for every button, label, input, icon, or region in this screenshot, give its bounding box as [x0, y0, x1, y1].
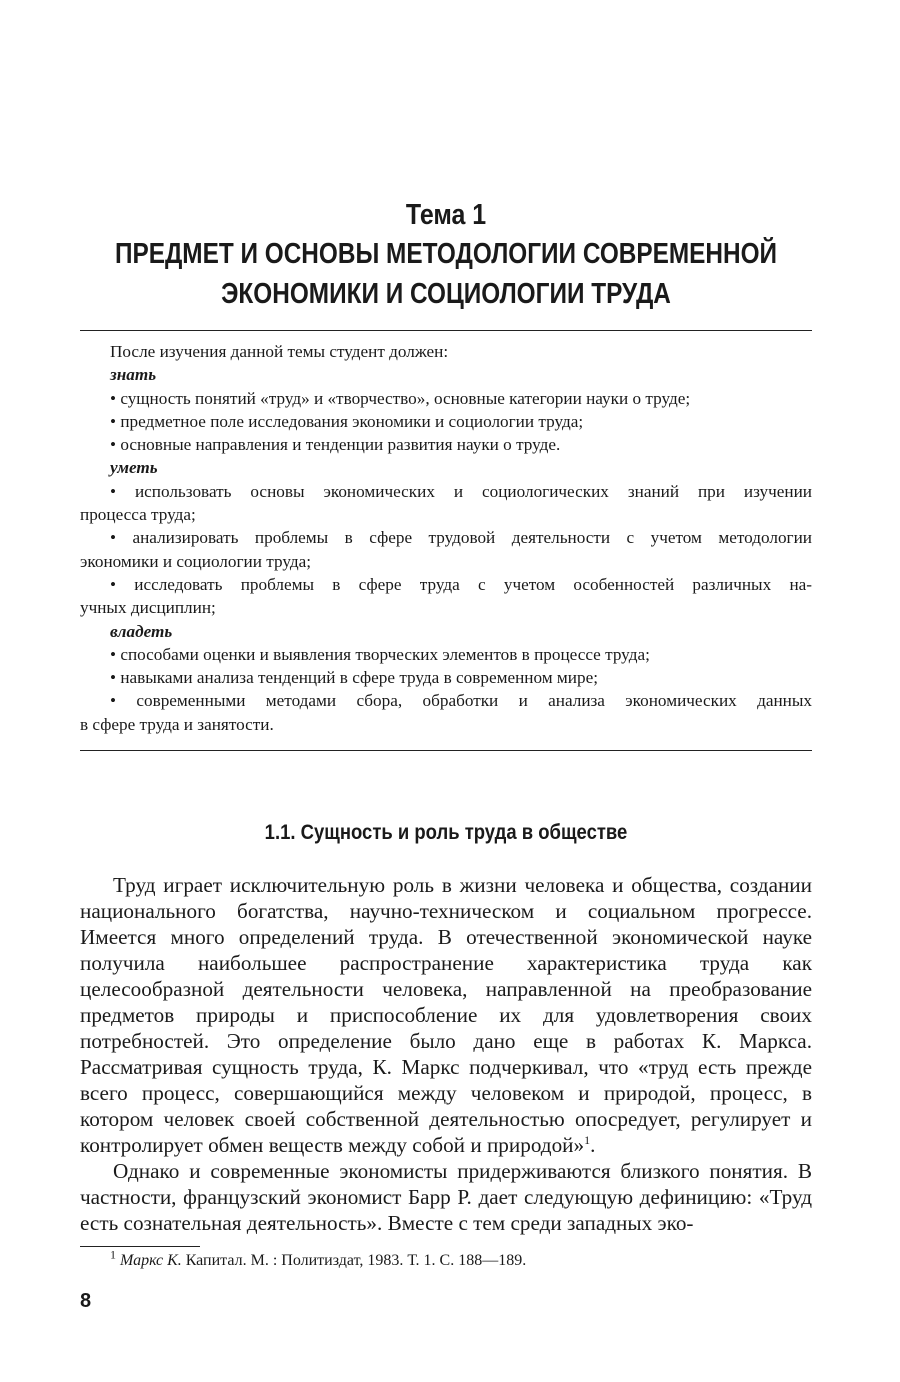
body-paragraph: Однако и современные экономисты придерживаются близкого понятия. В частности, французский экономист Барр Р. дает следующую дефиницию: «Труд есть сознательная деятельность». Вместе с тем среди западных эко- — [80, 1159, 812, 1235]
footnote-reference[interactable]: 1 — [584, 1132, 591, 1147]
footnote-rule — [80, 1246, 200, 1247]
chapter-title-line: ЭКОНОМИКИ И СОЦИОЛОГИИ ТРУДА — [221, 278, 671, 310]
list-item-line: экономики и социологии труда; — [80, 551, 311, 571]
list-item-line: в сфере труда и занятости. — [80, 714, 274, 734]
objectives-intro: После изучения данной темы студент должен: — [110, 342, 449, 361]
list-item-line: • использовать основы экономических и социологических знаний при изучении — [110, 481, 812, 501]
list-item: • основные направления и тенденции развития науки о труде. — [110, 435, 561, 455]
chapter-title-line: ПРЕДМЕТ И ОСНОВЫ МЕТОДОЛОГИИ СОВРЕМЕННОЙ — [114, 238, 778, 270]
section-body — [80, 872, 812, 1236]
objectives-bottom-rule — [80, 750, 812, 751]
learning-objectives — [80, 340, 812, 736]
paragraph-end: . — [590, 1133, 596, 1157]
list-item — [80, 573, 812, 620]
objectives-can-heading: уметь — [110, 458, 158, 478]
objectives-know-heading: знать — [110, 365, 157, 385]
list-item: • предметное поле исследования экономики и социологии труда; — [110, 411, 584, 431]
list-item: • сущность понятий «труд» и «творчество», основные категории науки о труде; — [110, 388, 691, 408]
footnote-mark: 1 — [110, 1247, 116, 1262]
list-item: • навыками анализа тенденций в сфере труда в современном мире; — [110, 668, 598, 688]
footnote — [110, 1247, 527, 1272]
chapter-title — [105, 234, 787, 314]
section-title: 1.1. Сущность и роль труда в обществе — [264, 821, 628, 844]
page-number: 8 — [80, 1290, 92, 1312]
objectives-top-rule — [80, 330, 812, 331]
list-item-line: • исследовать проблемы в сфере труда с учетом особенностей различных на- — [110, 574, 812, 594]
list-item-line: учных дисциплин; — [80, 598, 216, 618]
paragraph-text: Труд играет исключительную роль в жизни человека и общества, создании национального богатства, научно-техническом и социальном прогрессе. Имеется много определений труда. В отечественной экономической науке получила наибольшее распространение характеристика труда как целесообразной деятельности человека, направленной на преобразование предметов природы и приспособление их для удовлетворения своих потребностей. Это определение было дано еще в работах К. Маркса. Рассматривая сущность труда, К. Маркс подчеркивал, что «труд есть прежде всего процесс, совершающийся между человеком и природой, процесс, в котором человек своей собственной деятельностью опосредует, регулирует и контролирует обмен веществ между собой и природой» — [80, 873, 812, 1157]
objectives-master-heading: владеть — [110, 621, 173, 641]
list-item-line: • анализировать проблемы в сфере трудовой деятельности с учетом методологии — [110, 528, 812, 548]
footnote-text: Капитал. М. : Политиздат, 1983. Т. 1. С. 188—189. — [185, 1252, 527, 1269]
list-item-line: процесса труда; — [80, 505, 196, 525]
body-paragraph — [80, 872, 812, 1158]
list-item — [80, 689, 812, 736]
list-item — [80, 526, 812, 573]
footnote-author: Маркс К. — [120, 1252, 182, 1269]
list-item — [80, 480, 812, 527]
list-item: • способами оценки и выявления творческих элементов в процессе труда; — [110, 644, 650, 664]
list-item-line: • современными методами сбора, обработки и анализа экономических данных — [110, 691, 812, 711]
chapter-label: Тема 1 — [405, 199, 487, 231]
